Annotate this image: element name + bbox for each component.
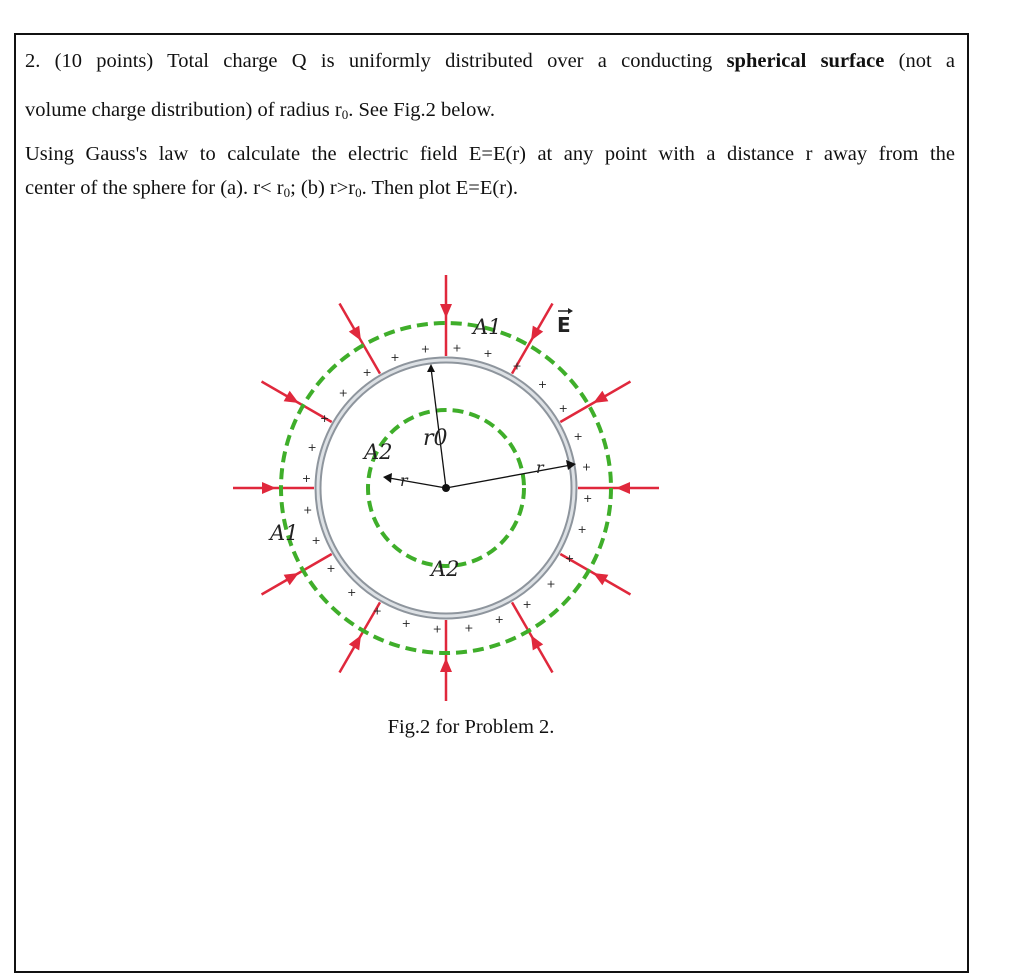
problem-line2-end: . See Fig.2 below. (348, 99, 495, 121)
gauss-sphere-figure (226, 268, 666, 708)
figure-caption: Fig.2 for Problem 2. (387, 716, 555, 738)
plus-charge: + (573, 429, 583, 443)
problem-line-4 (25, 177, 955, 201)
plus-charge: + (564, 551, 575, 565)
problem-text-part1: Total charge Q is uniformly distributed over a conducting (167, 50, 713, 72)
plus-charge: + (546, 577, 556, 591)
problem-line4-a: center of the sphere for (a). r< r (25, 177, 284, 199)
plus-charge: + (581, 460, 592, 474)
field-line-arrowhead (616, 482, 630, 494)
label-a1-left: A1 (270, 521, 299, 545)
problem-line3-text: Using Gauss's law to calculate the electric field E=E(r) at any point with a distance r away from the (25, 143, 955, 165)
plus-charge: + (401, 616, 411, 630)
field-line-arrowhead (262, 482, 276, 494)
problem-line-1 (25, 50, 955, 73)
plus-charge: + (537, 378, 548, 392)
plus-charge: + (307, 441, 317, 455)
plus-charge: + (362, 365, 372, 379)
plus-charge: + (347, 585, 357, 599)
plus-charge: + (420, 342, 431, 356)
sphere-center (442, 484, 450, 492)
plus-charge: + (522, 598, 532, 612)
problem-line2-subscript: 0 (341, 107, 349, 122)
problem-line4-sub1: 0 (283, 185, 291, 200)
problem-bold-phrase: spherical surface (726, 50, 885, 72)
plus-charge: + (372, 604, 382, 618)
label-r-outer: r (536, 458, 544, 477)
plus-charge: + (301, 472, 312, 486)
plus-charge: + (338, 386, 348, 400)
field-line-arrowhead (440, 658, 452, 672)
problem-number: 2. (25, 50, 41, 72)
radius-r-inner-arrowhead (383, 473, 392, 483)
problem-line4-sub2: 0 (355, 185, 362, 200)
problem-line-2 (25, 99, 955, 123)
plus-charge: + (311, 534, 321, 548)
label-a2-inner: A2 (364, 440, 393, 464)
problem-text-part2: (not a (898, 50, 956, 72)
problem-line4-c: . Then plot E=E(r). (361, 177, 518, 199)
plus-charge: + (452, 341, 462, 355)
plus-charge: + (494, 612, 504, 626)
problem-line4-b: ; (b) r>r (290, 177, 356, 199)
label-a1-top: A1 (473, 315, 502, 339)
radius-r0-arrowhead (427, 364, 435, 372)
label-a2-bottom: A2 (431, 557, 460, 581)
label-r0: r0 (423, 426, 448, 451)
plus-charge: + (577, 522, 587, 536)
problem-line-3 (25, 143, 955, 166)
plus-charge: + (390, 351, 400, 365)
plus-charge: + (326, 562, 336, 576)
label-electric-field: E (557, 313, 571, 337)
plus-charge: + (583, 491, 593, 505)
radius-r-inner-line (389, 478, 446, 488)
radius-r-outer-line (446, 465, 571, 488)
plus-charge: + (432, 622, 442, 636)
field-line-arrowhead (440, 304, 452, 318)
plus-charge: + (464, 621, 474, 635)
problem-line2-text: volume charge distribution) of radius r (25, 99, 342, 121)
plus-charge: + (558, 401, 568, 415)
plus-charge: + (483, 347, 493, 361)
plus-charge: + (303, 503, 313, 517)
plus-charge: + (512, 359, 522, 373)
plus-charge: + (320, 412, 330, 426)
label-r-inner: r (400, 471, 408, 490)
problem-points: (10 points) (54, 50, 154, 72)
